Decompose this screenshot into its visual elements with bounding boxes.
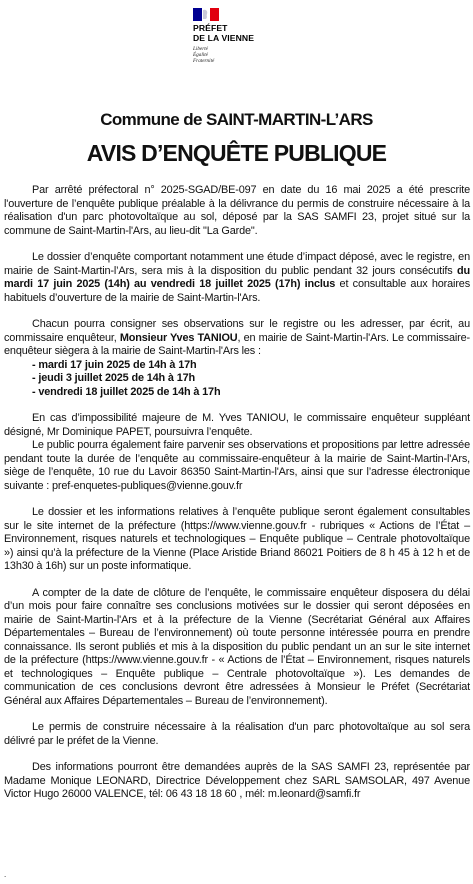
- list-item: - jeudi 3 juillet 2025 de 14h à 17h: [32, 372, 196, 384]
- list-item: - mardi 17 juin 2025 de 14h à 17h: [32, 358, 197, 371]
- paragraph-substitute: En cas d’impossibilité majeure de M. Yves TANIOU, le commissaire enquêteur suppléant désigné, Mr Dominique PAPET, poursuivra l’enquête.: [4, 412, 470, 438]
- prefecture-name: [193, 24, 283, 43]
- motto-liberte: Liberté: [193, 46, 208, 53]
- paragraph-letters: Le public pourra également faire parvenir ses observations et propositions par lettre adressée pendant toute la durée de l’enquête au commissaire-enquêteur à la mairie de Saint-Martin-l'Ars, siège de l’enquête, 10 rue du Lavoir 86350 Saint-Martin-l'Ars, ainsi que sur l’adresse électronique suivante : pref-enquetes-publiques@vienne.gouv.fr: [4, 439, 470, 492]
- list-item: - vendredi 18 juillet 2025 de 14h à 17h: [32, 385, 221, 398]
- paragraph-website: Le dossier et les informations relatives à l’enquête publique seront également consultables sur le site internet de la préfecture (https://www.vienne.gouv.fr - rubriques « Actions de l’État – Environnement, risques naturels et technologiques – Enquête publique – Centrale photovoltaïque ») ainsi qu’à la préfecture de la Vienne (Place Aristide Briand 86021 Poitiers de 8 h 45 à 12 h et de 13h30 à 16h) sur un poste informatique.: [4, 506, 470, 572]
- paragraph-arrete: Par arrêté préfectoral n° 2025-SGAD/BE-097 en date du 16 mai 2025 a été prescrite l'ouverture de l’enquête publique préalable à la délivrance du permis de construire nécessaire à la réalisation d'un parc photovoltaïque au sol, déposé par la SAS SAMFI 23, projet situé sur la commune de Saint-Martin-l'Ars, au lieu-dit "La Garde".: [4, 184, 470, 237]
- marianne-profile-icon: [203, 10, 207, 19]
- commissioner-name: Monsieur Yves TANIOU: [119, 331, 238, 344]
- prefecture-name-line2: DE LA VIENNE: [193, 32, 255, 43]
- permanence-dates-list: [4, 359, 470, 400]
- motto-fraternite: Fraternité: [193, 58, 215, 65]
- flag-blue-band: [193, 8, 202, 21]
- paragraph-conclusions: A compter de la date de clôture de l’enquête, le commissaire enquêteur disposera du délai d’un mois pour faire connaître ses conclusions motivées sur le dossier qui seront déposées en mairie de Saint-Martin-l'Ars et à la préfecture de la Vienne (Secrétariat Général aux Affaires Départementales – Bureau de l’environnement) où toute personne intéressée pourra en prendre connaissance. Ils seront publiés et mis à la disposition du public pendant un an sur le site internet de la préfecture (https://www.vienne.gouv.fr - « Actions de l’État – Environnement, risques naturels et technologiques – Enquête publique – Centrale photovoltaïque »). Les demandes de communication de ces conclusions devront être adressées à Monsieur le Préfet (Secrétariat Général aux Affaires Départementales – Bureau de l’environnement).: [4, 586, 470, 707]
- footer-mark: .: [4, 870, 7, 879]
- flag-red-band: [210, 8, 219, 21]
- paragraph-permit: Le permis de construire nécessaire à la réalisation d'un parc photovoltaïque au sol sera délivré par le préfet de la Vienne.: [4, 721, 470, 747]
- enquiry-period: du mardi 17 juin 2025 (14h) au vendredi 18 juillet 2025 (17h) inclus: [4, 264, 470, 290]
- prefecture-logo: [193, 8, 283, 64]
- paragraph-dossier: [4, 251, 470, 305]
- republic-motto: [193, 46, 283, 64]
- motto-egalite: Égalité: [193, 52, 208, 59]
- commune-heading: Commune de SAINT-MARTIN-L’ARS: [100, 110, 373, 129]
- paragraph-observations: [4, 318, 470, 359]
- page-title: AVIS D’ENQUÊTE PUBLIQUE: [86, 140, 387, 166]
- paragraph-observations-text-a: Chacun pourra consigner ses observations sur le registre ou les adresser, par écrit, au commissaire enquêteur,: [4, 318, 470, 344]
- paragraph-contact: Des informations pourront être demandées auprès de la SAS SAMFI 23, représentée par Madame Monique LEONARD, Directrice Développement chez SARL SAMSOLAR, 497 Avenue Victor Hugo 26000 VALENCE, tél: 06 43 18 18 60 , mél: m.leonard@samfi.fr: [4, 761, 470, 800]
- paragraph-observations-text-b: , en mairie de Saint-Martin-l'Ars. Le commissaire-enquêteur siègera à la mairie de Saint-Martin-l'Ars les :: [4, 331, 470, 357]
- paragraph-dossier-text-b: et consultable aux horaires habituels d’ouverture de la mairie de Saint-Martin-l'Ars.: [4, 278, 470, 304]
- paragraph-dossier-text-a: Le dossier d’enquête comportant notamment une étude d’impact déposé, avec le registre, en mairie de Saint-Martin-l’Ars, sera mis à la disposition du public pendant 32 jours consécutifs: [4, 251, 470, 277]
- prefecture-name-line1: PRÉFET: [193, 23, 228, 33]
- notice-body: [4, 184, 470, 815]
- marianne-flag-icon: [193, 8, 219, 21]
